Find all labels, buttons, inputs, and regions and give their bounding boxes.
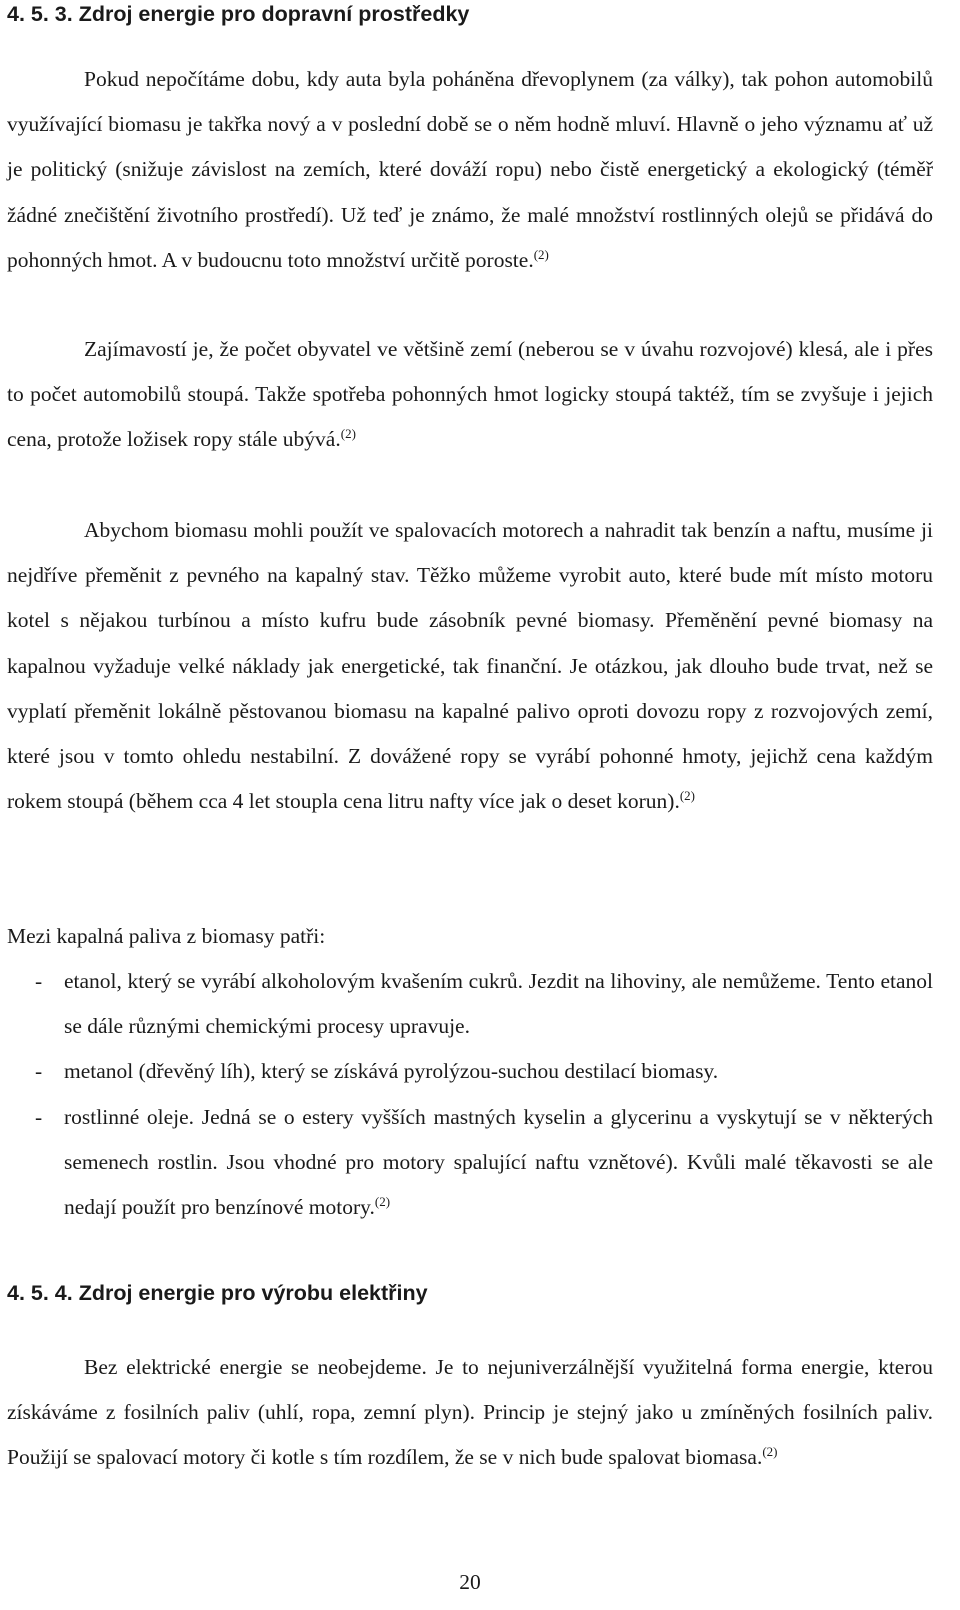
list-item-text (64, 1095, 933, 1231)
paragraph-text: Abychom biomasu mohli použít ve spalovacích motorech a nahradit tak benzín a naftu, musíme ji nejdříve přeměnit z pevného na kapalný stav. Těžko můžeme vyrobit auto, které bude mít místo motoru kotel s nějakou turbínou a místo kufru bude zásobník pevné biomasy. Přeměnění pevné biomasy na kapalnou vyžaduje velké náklady jak energetické, tak finanční. Je otázkou, jak dlouho bude trvat, než se vyplatí přeměnit lokálně pěstovanou biomasu na kapalné palivo oproti dovozu ropy z rozvojových zemí, které jsou v tomto ohledu nestabilní. Z dovážené ropy se vyrábí pohonné hmoty, jejichž cena každým rokem stoupá (během cca 4 let stoupla cena litru nafty více jak o deset korun). (7, 518, 933, 814)
list-intro: Mezi kapalná paliva z biomasy patři: (7, 924, 326, 948)
list-item (7, 1095, 933, 1231)
list-item-text: metanol (dřevěný líh), který se získává pyrolýzou-suchou destilací biomasy. (64, 1059, 719, 1084)
paragraph-text: Pokud nepočítáme dobu, kdy auta byla poháněna dřevoplynem (za války), tak pohon automobilů využívající biomasu je takřka nový a v poslední době se o něm hodně mluví. Hlavně o jeho významu ať už je politický (snižuje závislost na zemích, které dováží ropu) nebo čistě energetický a ekologický (téměř žádné znečištění životního prostředí). Už teď je známo, že malé množství rostlinných olejů se přidává do pohonných hmot. A v budoucnu toto množství určitě poroste. (7, 67, 933, 272)
reference-mark: (2) (374, 1193, 391, 1209)
paragraph (7, 327, 933, 463)
list-item-text: etanol, který se vyrábí alkoholovým kvašením cukrů. Jezdit na lihoviny, ale nemůžeme. Tento etanol se dále různými chemickými procesy upravuje. (64, 969, 933, 1039)
paragraph-text: Zajímavostí je, že počet obyvatel ve většině zemí (neberou se v úvahu rozvojové) klesá, ale i přes to počet automobilů stoupá. Takže spotřeba pohonných hmot logicky stoupá taktéž, tím se zvyšuje i jejich cena, protože ložisek ropy stále ubývá. (7, 337, 933, 452)
paragraph (7, 508, 933, 824)
section-heading: 4. 5. 3. Zdroj energie pro dopravní prostředky (7, 2, 470, 26)
section-heading: 4. 5. 4. Zdroj energie pro výrobu elektřiny (7, 1281, 428, 1305)
reference-mark: (2) (340, 426, 356, 442)
page-number: 20 (459, 1570, 481, 1594)
reference-mark: (2) (679, 788, 696, 804)
list-item (7, 959, 933, 1049)
paragraph (7, 57, 933, 283)
list-item-text-content: rostlinné oleje. Jedná se o estery vyšších mastných kyselin a glycerinu a vyskytují se v některých semenech rostlin. Jsou vhodné pro motory spalující naftu vznětové). Kvůli malé těkavosti se ale nedají použít pro benzínové motory. (64, 1104, 933, 1220)
list-dash: - (35, 1104, 43, 1129)
fuel-list (7, 959, 933, 1230)
reference-mark: (2) (533, 246, 549, 262)
list-dash: - (35, 969, 43, 993)
paragraph (7, 1345, 933, 1481)
list-item (7, 1049, 933, 1094)
reference-mark: (2) (762, 1444, 778, 1460)
paragraph-text: Bez elektrické energie se neobejdeme. Je to nejuniverzálnější využitelná forma energie, kterou získáváme z fosilních paliv (uhlí, ropa, zemní plyn). Princip je stejný jako u zmíněných fosilních paliv. Použijí se spalovací motory či kotle s tím rozdílem, že se v nich bude spalovat biomasa. (7, 1355, 933, 1470)
list-dash: - (35, 1059, 43, 1084)
